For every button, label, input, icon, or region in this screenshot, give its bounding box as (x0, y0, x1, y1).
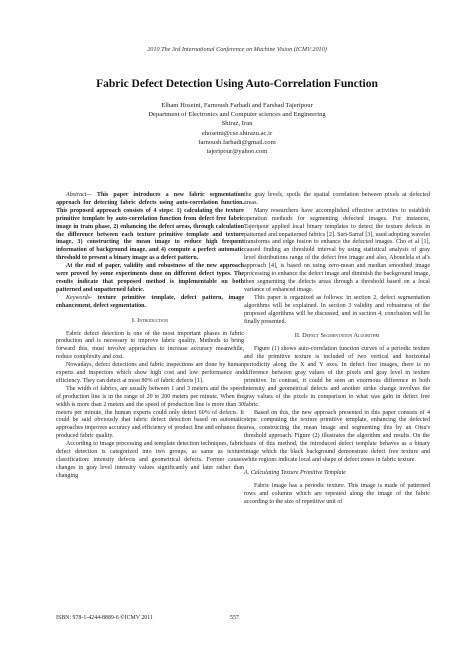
author-email: farnoush.farhadi@gmail.com (198, 138, 276, 146)
body-paragraph: Based on this, the new approach presented in this paper consists of 4 steps: computing the texture primitive template, enhancing the defected area, constructing the mean image and segmenting this by an Otsu's threshold approach. Figure (2) illustrates the algorithm and results. On the basis of this method, the introduced defect template behaves as a binary image which the black background demonstrate defect free texture and white regions indicate local and shape of defect zones in fabric texture. (244, 409, 430, 463)
author-city: Shiraz, Iran (221, 120, 253, 128)
section-heading-defect-segmentation: II. Defect Segmentation Algorithm (294, 332, 380, 340)
abstract (56, 192, 244, 263)
body-paragraph: Figure (1) shows auto-correlation function curves of a periodic texture and the primitive texture is included of two vertical and horizontal periodicity along the X and Y axes. In defect free images, there is no difference between gray values of the pixels and gray level in texture primitive. In contrast, it could be seen an enormous difference in both intensity and geometrical defects and another strike change involves the gray values of the pixels in comparison to what was gain in defect free fabric. (244, 346, 430, 408)
author-email: ehoseini@cse.shirazu.ac.ir (201, 129, 273, 137)
page-number: 557 (230, 615, 239, 621)
abstract-conclusion: At the end of paper, validity and robustness of the new approach were proved by some experiments done on different defect types. The results indicate that proposed method is implementable on both patterned and unpatterned fabric. (56, 263, 244, 293)
body-paragraph: Fabric defect detection is one of the most important phases in fabric production and is necessary to improve fabric quality. Methods to bring forward this, must involve approaches to increase accuracy meanwhile, reduce complexity and cost. (56, 330, 244, 361)
right-column (244, 192, 430, 507)
paper-title: Fabric Defect Detection Using Auto-Correlation Function (96, 78, 378, 90)
abstract-text: This paper introduces a new fabric segmentation approach for detecting fabric defects using auto-correlation function. This proposed approach consists of 4 steps: 1) calculating the texture primitive template by auto-correlation function from defect free fabric image in train phase, 2) enhancing the defect areas, through calculation the difference between each texture primitive template and texture image, 3) constructing the mean image to reduce high frequent information of background image, and 4) compute a perfect automatic threshold to present a binary image as a defect pattern. (56, 192, 244, 262)
author-names: Elham Hoseini, Farnoush Farhadi and Farshad Tajeripour (161, 102, 313, 109)
author-block (0, 101, 474, 156)
author-affiliation: Department of Electronics and Computer sciences and Engineering (148, 111, 326, 119)
body-paragraph-continuation: the gray levels, spoils the spatial correlation between pixels at defected areas. (244, 192, 430, 206)
body-paragraph: This paper is organized as follows: in section 2, defect segmentation algorithms will be explained. In section 3 validity and robustness of the proposed algorithms will be discussed, and in section 4, conclusion will be finally presented. (244, 294, 430, 325)
body-paragraph: Fabric image has a periodic texture. This image is made of patterned rows and columns which are repeated along the image of the fabric according to the size of repetitive unit of (244, 482, 430, 505)
body-paragraph: Nowadays, defect detections and fabric inspections are done by human experts and inspectors which show high cost and low performance and efficiency. They can detect at most 80% of fabric defects [1]. (56, 362, 244, 384)
body-paragraph: According to image processing and template detection techniques, fabric defect detection is categorized into two groups, as same as texture classification: intensity defects and geometrical defects. Former causes changes in gray level intensity values significantly and later rather than changing (56, 441, 244, 479)
conference-header: 2010 The 3rd International Conference on Machine Vision (ICMV 2010) (147, 46, 327, 53)
body-paragraph: The width of fabrics, are usually between 1 and 3 meters and the speed of production line is in the range of 20 to 200 meters per minute. When the width is more than 2 meters and the speed of production line is more than 30 meters per minute, the human experts could only detect 60% of defects. It could be said obviously that fabric defect detection based on automatic approaches improves accuracy and efficiency of product line and enhance the produced fabric quality. (56, 385, 244, 440)
footer-isbn: ISBN: 978-1-4244-8889-6 ©ICMV 2011 (56, 615, 153, 621)
body-paragraph: Many researchers have accomplished effective activities to establish operation methods for segmenting defected images. For instances, Tajeripour applied local binary templates to detect the texture defects in patterned and unpatterned fabrics [2]. Sari-Sarraf [3], used adopting wavelet transforms and edge fusion to enhance the defected images. Cho et al [1], caused finding an threshold interval by using statistical analysis of gray level distributions range of the defect free image and also, Abouelela et al's approach [4], is based on using zero-mean and median smoothed image processing to enhance the defect image and diminish the background image, then segmenting the defects areas through a threshold based on a local variance of enhanced image. (244, 207, 430, 293)
subsection-heading: A. Calculating Texture Primitive Template (244, 469, 346, 476)
left-column (56, 192, 244, 481)
abstract-lead: Abstract— (66, 192, 92, 198)
keywords-text: texture primitive template, defect pattern, image enhancement, defect segmentation. (56, 294, 244, 309)
keywords-lead: Keywords- (66, 294, 92, 301)
section-heading-introduction: I. Introduction (131, 316, 169, 324)
keywords (56, 295, 244, 311)
author-email: tajeripour@yahoo.com (206, 148, 268, 156)
